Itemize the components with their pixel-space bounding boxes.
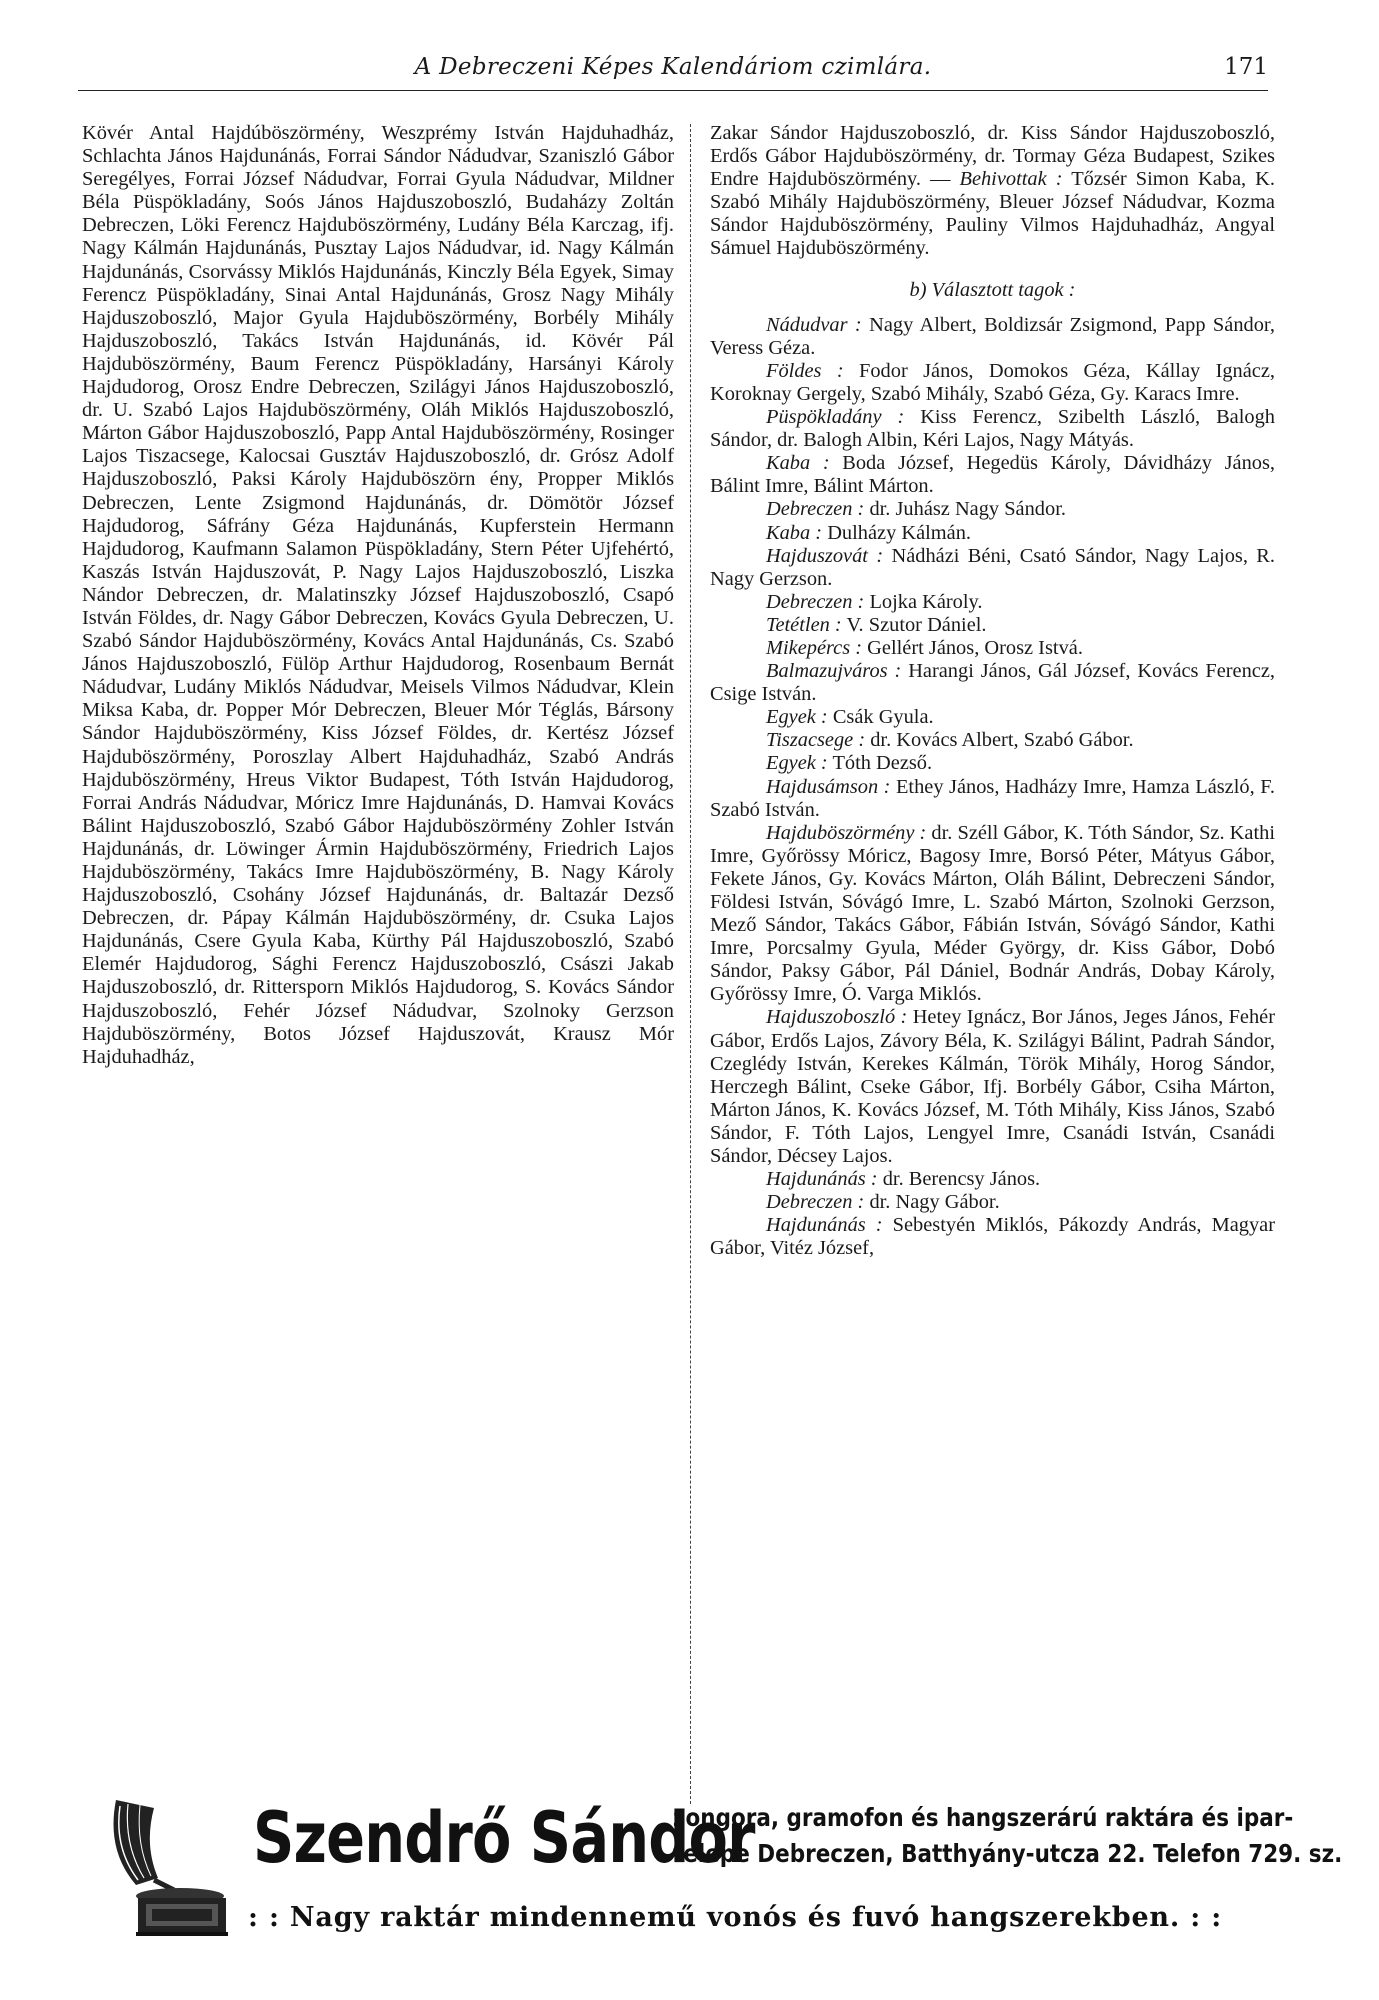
entry-place: Hajduszovát : [766, 544, 884, 567]
member-entry [710, 522, 1275, 545]
member-entry [710, 614, 1275, 637]
entry-names: dr. Kovács Albert, Szabó Gábor. [870, 729, 1134, 752]
advertisement [78, 1790, 1343, 1960]
member-entry [710, 776, 1275, 822]
entry-names: dr. Nagy Gábor. [869, 1191, 1000, 1214]
entry-place: Debreczen : [766, 590, 865, 613]
member-entry [710, 498, 1275, 521]
entry-names: Nádházi Béni, Csató Sándor, Nagy Lajos, R. Nagy Gerzson. [710, 544, 1276, 590]
member-entry [710, 1006, 1275, 1168]
member-entry [710, 591, 1275, 614]
entry-place: Mikepércs : [766, 636, 863, 659]
entry-place: Hajdusámson : [766, 775, 891, 798]
entry-names: Hetey Ignácz, Bor János, Jeges János, Fehér Gábor, Erdős Lajos, Závory Béla, K. Szilágyi Bálint, Padrah Sándor, Czeglédy István, Kerekes Kálmán, Török Mihály, Horog Sándor, Herczegh Bálint, Cseke Gábor, Ifj. Borbély Gábor, Csiha Márton, Márton János, K. Kovács József, M. Tóth Mihály, Kiss János, Szabó Sándor, F. Tóth Lajos, Lengyel Imre, Csanádi István, Csanádi Sándor, Décsey Lajos. [710, 1006, 1275, 1168]
entry-names: Kiss Ferencz, Szibelth László, Balogh Sándor, dr. Balogh Albin, Kéri Lajos, Nagy Mátyás. [710, 406, 1275, 452]
member-entry [710, 360, 1275, 406]
page-number: 171 [1224, 54, 1268, 80]
member-entry [710, 706, 1275, 729]
entry-place: Tetétlen : [766, 613, 842, 636]
entry-place: Kaba : [766, 452, 830, 475]
entry-place: Egyek : [766, 706, 828, 729]
entry-place: Földes : [766, 359, 844, 382]
entry-names: Tóth Dezső. [832, 752, 933, 775]
page-header [78, 50, 1268, 91]
member-entries [710, 314, 1275, 1261]
entry-place: Egyek : [766, 752, 828, 775]
entry-names: Csák Gyula. [832, 706, 934, 729]
entry-names: V. Szutor Dániel. [846, 613, 987, 636]
entry-place: Tiszacsege : [766, 729, 866, 752]
description-line-2: telepe Debreczen, Batthyány-utcza 22. Telefon 729. sz. [673, 1839, 1343, 1868]
entry-names: Lojka Károly. [869, 590, 983, 613]
member-entry [710, 1191, 1275, 1214]
section-subheading: b) Választott tagok : [909, 278, 1076, 301]
behivottak-text: Tőzsér Simon Kaba, K. Szabó Mihály Hajduböszörmény, Bleuer József Nádudvar, Kozma Sándor Hajduböszörmény, Pauliny Vilmos Hajduhadház, Angyal Sámuel Hajduböszörmény. [710, 168, 1276, 260]
entry-place: Balmazujváros : [766, 660, 902, 683]
left-column-text: Kövér Antal Hajdúböszörmény, Weszprémy István Hajduhadház, Schlachta János Hajdunánás, Forrai Sándor Nádudvar, Szaniszló Gábor Seregélyes, Forrai József Nádudvar, Forrai Gyula Nádudvar, Mildner Béla Püspökladány, Soós János Hajduszoboszló, Budaházy Zoltán Debreczen, Löki Ferencz Hajduböszörmény, Ludány Béla Karczag, ifj. Nagy Kálmán Hajdunánás, Pusztay Lajos Nádudvar, id. Nagy Kálmán Hajdunánás, Csorvássy Miklós Hajdunánás, Kinczly Béla Egyek, Simay Ferencz Püspökladány, Sinai Antal Hajdunánás, Grosz Nagy Mihály Hajduszoboszló, Major Gyula Hajduböszörmény, Borbély Mihály Hajduszoboszló, Takács István Hajdunánás, id. Kövér Pál Hajduböszörmény, Baum Ferencz Püspökladány, Harsányi Károly Hajdudorog, Orosz Endre Debreczen, Szilágyi János Hajduszoboszló, dr. U. Szabó Lajos Hajduböszörmény, Oláh Miklós Hajduszoboszló, Márton Gábor Hajduszoboszló, Papp Antal Hajduböszörmény, Rosinger Lajos Tiszacsege, Kalocsai Gusztáv Hajduszoboszló, dr. Grósz Adolf Hajduszoboszló, Paksi Károly Hajduböszörn ény, Propper Miklós Debreczen, Lente Zsigmond Hajdunánás, dr. Dömötör József Hajdudorog, Sáfrány Géza Hajdunánás, Kupferstein Hermann Hajdudorog, Kaufmann Salamon Püspökladány, Stern Péter Ujfehértó, Kaszás István Hajduszovát, P. Nagy Lajos Hajduszoboszló, Liszka Nándor Debreczen, dr. Malatinszky József Hajduszoboszló, Csapó István Földes, dr. Nagy Gábor Debreczen, Kovács Gyula Debreczen, U. Szabó Sándor Hajduböszörmény, Kovács Antal Hajdunánás, Cs. Szabó János Hajduszoboszló, Fülöp Arthur Hajdudorog, Rosenbaum Bernát Nádudvar, Ludány Miklós Nádudvar, Meisels Vilmos Nádudvar, Klein Miksa Kaba, dr. Popper Mór Debreczen, Bleuer Mór Téglás, Bársony Sándor Hajduböszörmény, Kiss József Földes, dr. Kertész József Hajduböszörmény, Poroszlay Albert Hajduhadház, Szabó András Hajduböszörmény, Hreus Viktor Budapest, Tóth István Hajdudorog, Forrai András Nádudvar, Móricz Imre Hajdunánás, D. Hamvai Kovács Bálint Hajduszoboszló, Szabó Gábor Hajduböszörmény Zohler István Hajdunánás, dr. Löwinger Ármin Hajduböszörmény, Friedrich Lajos Hajduböszörmény, Takács Imre Hajduböszörmény, B. Nagy Károly Hajduszoboszló, Csohány József Hajdunánás, dr. Baltazár Dezső Debreczen, dr. Pápay Kálmán Hajduböszörmény, dr. Csuka Lajos Hajdunánás, Csere Gyula Kaba, Kürthy Pál Hajduszoboszló, Szabó Elemér Hajdudorog, Sághi Ferencz Hajduszoboszló, Császi Jakab Hajduszoboszló, dr. Rittersporn Miklós Hajdudorog, S. Kovács Sándor Hajduszoboszló, Fehér József Nádudvar, Szolnoky Gerzson Hajduböszörmény, Botos József Hajduszovát, Krausz Mór Hajduhadház, [82, 122, 674, 1068]
entry-names: Gellért János, Orosz Istvá. [867, 636, 1083, 659]
member-entry [710, 660, 1275, 706]
entry-names: Harangi János, Gál József, Kovács Ferencz, Csige István. [710, 660, 1276, 706]
entry-names: dr. Berencsy János. [882, 1168, 1041, 1191]
entry-names: Fodor János, Domokos Géza, Kállay Ignácz, Koroknay Gergely, Szabó Mihály, Szabó Géza, Gy. Karacs Imre. [710, 359, 1275, 405]
entry-names: Dulházy Kálmán. [827, 521, 972, 544]
member-entry [710, 314, 1275, 360]
entry-place: Debreczen : [766, 498, 865, 521]
entry-place: Kaba : [766, 521, 823, 544]
entry-place: Püspökladány : [766, 406, 905, 429]
right-column [710, 122, 1275, 1261]
entry-names: Boda József, Hegedüs Károly, Dávidházy János, Bálint Imre, Bálint Márton. [710, 452, 1276, 498]
behivottak-label: Behivottak : [959, 168, 1063, 191]
entry-place: Hajduböszörmény : [766, 821, 927, 844]
advertisement-tagline: : : Nagy raktár mindennemű vonós és fuvó hangszerekben. : : [248, 1902, 1222, 1933]
member-entry [710, 822, 1275, 1007]
entry-names: Nagy Albert, Boldizsár Zsigmond, Papp Sándor, Veress Géza. [710, 313, 1275, 359]
member-entry [710, 1214, 1275, 1260]
entry-names: dr. Juhász Nagy Sándor. [869, 498, 1066, 521]
gramophone-icon [96, 1790, 236, 1940]
entry-names: Sebestyén Miklós, Pákozdy András, Magyar Gábor, Vitéz József, [710, 1214, 1275, 1260]
member-entry [710, 637, 1275, 660]
member-entry [710, 406, 1275, 452]
advertiser-name: Szendrő Sándor [253, 1797, 755, 1879]
entry-place: Debreczen : [766, 1191, 865, 1214]
advertiser-description [673, 1800, 1343, 1872]
member-entry [710, 752, 1275, 775]
entry-names: dr. Széll Gábor, K. Tóth Sándor, Sz. Kathi Imre, Győrössy Móricz, Bagosy Imre, Borsó Péter, Mátyus Gábor, Fekete János, Gy. Kovács Márton, Oláh Bálint, Debreczeni Sándor, Földesi István, Sóvágó Imre, L. Szabó Márton, Szolnoki Gerzson, Mező Sándor, Takács Gábor, Fábián István, Sóvágó Sándor, Kathi Imre, Porcsalmy Gyula, Méder György, dr. Kiss Gábor, Dobó Sándor, Paksy Gábor, Pál Dániel, Bodnár András, Dobay Károly, Győrössy Imre, Ó. Varga Miklós. [710, 821, 1275, 1006]
left-column [82, 122, 674, 1069]
right-column-intro [710, 122, 1275, 261]
intro-text: Zakar Sándor Hajduszoboszló, dr. Kiss Sándor Hajduszoboszló, Erdős Gábor Hajduböszörmény, dr. Tormay Géza Budapest, Szikes Endre Hajduböszörmény. — [710, 122, 1275, 191]
entry-place: Hajdunánás : [766, 1168, 878, 1191]
running-title: A Debreczeni Képes Kalendáriom czimlára. [414, 54, 932, 80]
member-entry [710, 1168, 1275, 1191]
entry-place: Nádudvar : [766, 313, 862, 336]
member-entry [710, 545, 1275, 591]
entry-place: Hajdunánás : [766, 1214, 883, 1237]
description-line-1: zongora, gramofon és hangszerárú raktára és ipar- [673, 1803, 1294, 1832]
member-entry [710, 452, 1275, 498]
entry-place: Hajduszoboszló : [766, 1006, 908, 1029]
column-divider [690, 124, 691, 1804]
entry-names: Ethey János, Hadházy Imre, Hamza László, F. Szabó István. [710, 775, 1275, 821]
member-entry [710, 729, 1275, 752]
